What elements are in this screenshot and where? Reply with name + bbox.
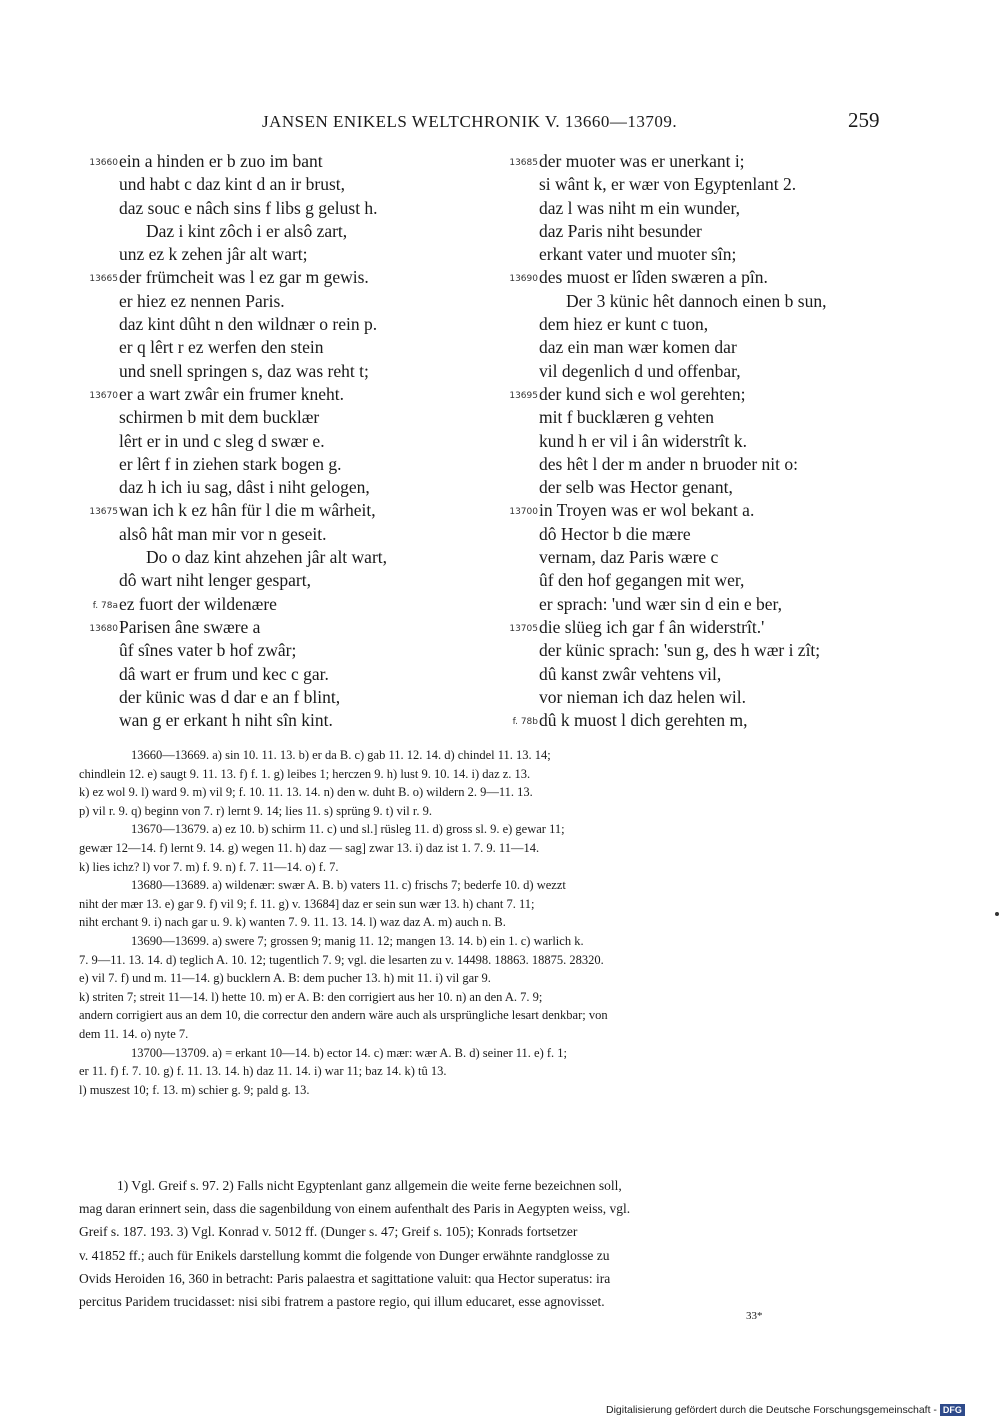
verse-line	[480, 430, 900, 453]
verse-column-right	[480, 150, 900, 732]
verse-line	[60, 336, 480, 359]
verse-line	[480, 173, 900, 196]
verse-text: unz ez k zehen jâr alt wart;	[119, 244, 308, 265]
verse-text: ein a hinden er b zuo im bant	[119, 151, 323, 171]
verse-line	[60, 243, 480, 266]
verse-text: daz ein man wær komen dar	[539, 337, 737, 358]
verse-number: 13680	[89, 623, 118, 634]
verse-text: daz kint dûht n den wildnær o rein p.	[119, 314, 378, 335]
verse-text: Parisen âne swære a	[119, 616, 261, 637]
verse-text: ûf den hof gegangen mit wer,	[539, 570, 745, 591]
apparatus-line: 13690—13699. a) swere 7; grossen 9; manig 11. 12; mangen 13. 14. b) ein 1. c) warlich k.	[131, 933, 584, 948]
apparatus-line: e) vil 7. f) und m. 11—14. g) bucklern A. B: dem pucher 13. h) mit 11. i) vil gar 9.	[79, 971, 491, 986]
verse-text: er lêrt f in ziehen stark bogen g.	[119, 453, 342, 474]
verse-line	[480, 593, 900, 616]
apparatus-line: 7. 9—11. 13. 14. d) teglich A. 10. 12; tugentlich 7. 9; vgl. die lesarten zu v. 14498. 18863. 18875. 28320.	[79, 952, 604, 967]
verse-line	[480, 476, 900, 499]
running-title: JANSEN ENIKELS WELTCHRONIK V. 13660—13709.	[262, 112, 678, 131]
verse-text: Der 3 künic hêt dannoch einen b sun,	[566, 290, 827, 311]
verse-line	[60, 499, 480, 522]
apparatus-line: k) lies ichz? l) vor 7. m) f. 9. n) f. 7. 11—14. o) f. 7.	[79, 859, 339, 874]
verse-text: kund h er vil i ân widerstrît k.	[539, 430, 748, 451]
verse-text: dû k muost l dich gerehten m,	[539, 710, 748, 731]
verse-text: vernam, daz Paris wære c	[539, 547, 719, 568]
verse-text: und snell springen s, daz was reht t;	[119, 360, 369, 381]
verse-text: die slüeg ich gar f ân widerstrît.'	[539, 616, 765, 637]
verse-text: wan ich k ez hân für l die m wârheit,	[119, 500, 376, 521]
verse-line	[60, 709, 480, 732]
printer-signature: 33*	[746, 1310, 763, 1322]
verse-text: Do o daz kint ahzehen jâr alt wart,	[146, 547, 388, 568]
verse-line	[60, 639, 480, 662]
verse-text: ûf sînes vater b hof zwâr;	[119, 640, 297, 661]
verse-text: in Troyen was er wol bekant a.	[539, 500, 755, 521]
verse-text: daz h ich iu sag, dâst i niht gelogen,	[119, 477, 370, 498]
verse-text: schirmen b mit dem bucklær	[119, 407, 320, 428]
verse-line	[480, 220, 900, 243]
apparatus-line: l) muszest 10; f. 13. m) schier g. 9; pald g. 13.	[79, 1082, 310, 1097]
verse-text: si wânt k, er wær von Egyptenlant 2.	[539, 174, 797, 195]
verse-text: alsô hât man mir vor n geseit.	[119, 523, 327, 544]
verse-line	[60, 453, 480, 476]
verse-number: f. 78a	[92, 600, 118, 611]
verse-line	[480, 686, 900, 709]
verse-line	[480, 406, 900, 429]
footnotes	[79, 1174, 876, 1313]
verse-line	[480, 569, 900, 592]
apparatus-line: p) vil r. 9. q) beginn von 7. r) lernt 9. 14; lies 11. s) sprüng 9. t) vil r. 9.	[79, 803, 432, 818]
verse-text: lêrt er in und c sleg d swær e.	[119, 430, 325, 451]
verse-line	[60, 476, 480, 499]
verse-line	[480, 266, 900, 289]
footnote-line: Greif s. 187. 193. 3) Vgl. Konrad v. 5012 ff. (Dunger s. 47; Greif s. 105); Konrads fortsetzer	[79, 1224, 578, 1240]
page-header	[0, 108, 1000, 140]
verse-text: der selb was Hector genant,	[539, 477, 733, 498]
verse-line	[480, 150, 900, 173]
verse-number: 13675	[89, 507, 118, 518]
verse-line	[60, 150, 480, 173]
verse-number: 13670	[89, 390, 118, 401]
apparatus-line: 13680—13689. a) wildenær: swær A. B. b) vaters 11. c) frischs 7; bederfe 10. d) wezzt	[131, 878, 566, 893]
apparatus-line: 13660—13669. a) sin 10. 11. 13. b) er da B. c) gab 11. 12. 14. d) chindel 11. 13. 14;	[131, 748, 551, 762]
apparatus-line: gewær 12—14. f) lernt 9. 14. g) wegen 11. h) daz — sag] zwar 13. i) daz ist 1. 7. 9. 11—14.	[79, 840, 540, 855]
verse-line	[60, 593, 480, 616]
verse-line	[480, 336, 900, 359]
apparatus-line: 13700—13709. a) = erkant 10—14. b) ector 14. c) mær: wær A. B. d) seiner 11. e) f. 1;	[131, 1045, 568, 1060]
verse-text: dû kanst zwâr vehtens vil,	[539, 663, 722, 684]
apparatus-line: andern corrigiert aus an dem 10, die correctur den andern wäre auch als ursprüngliche lesart denkbar; von	[79, 1008, 608, 1023]
verse-number: f. 78b	[512, 717, 538, 728]
verse-line	[480, 523, 900, 546]
verse-line	[480, 453, 900, 476]
verse-line	[60, 406, 480, 429]
verse-text: des hêt l der m ander n bruoder nit o:	[539, 453, 799, 474]
verse-line	[60, 173, 480, 196]
dfg-logo: DFG	[940, 1404, 965, 1416]
verse-text: erkant vater und muoter sîn;	[539, 244, 737, 265]
verse-text: er sprach: 'und wær sin d ein e ber,	[539, 593, 783, 614]
dfg-credit-text: Digitalisierung gefördert durch die Deutsche Forschungsgemeinschaft -	[606, 1404, 937, 1416]
verse-line	[60, 197, 480, 220]
verse-text: der frümcheit was l ez gar m gewis.	[119, 267, 369, 288]
verse-text: der kund sich e wol gerehten;	[539, 383, 746, 404]
apparatus-line: niht erchant 9. i) nach gar u. 9. k) wanten 7. 9. 11. 13. 14. l) waz daz A. m) auch n. B.	[79, 915, 506, 930]
verse-line	[480, 290, 900, 313]
page-number: 259	[848, 108, 880, 132]
verse-text: wan g er erkant h niht sîn kint.	[119, 710, 333, 731]
verse-text: er hiez ez nennen Paris.	[119, 290, 285, 311]
footnote-line: v. 41852 ff.; auch für Enikels darstellung kommt die folgende von Dunger erwähnte randglosse zu	[79, 1247, 610, 1263]
critical-apparatus	[79, 746, 876, 1099]
verse-line	[480, 383, 900, 406]
verse-line	[480, 709, 900, 732]
verse-text: dâ wart er frum und kec c gar.	[119, 663, 329, 684]
verse-line	[60, 430, 480, 453]
verse-column-left	[60, 150, 480, 732]
verse-line	[60, 290, 480, 313]
verse-text: ez fuort der wildenære	[119, 593, 277, 614]
verse-text: dem hiez er kunt c tuon,	[539, 314, 709, 335]
verse-number: 13695	[509, 390, 538, 401]
footnote-line: mag daran erinnert sein, dass die sagenbildung von einem aufenthalt des Paris in Aegypten weiss, vgl.	[79, 1201, 631, 1217]
verse-text: der muoter was er unerkant i;	[539, 151, 745, 171]
verse-text: Daz i kint zôch i er alsô zart,	[146, 220, 348, 241]
verse-line	[60, 663, 480, 686]
verse-line	[60, 616, 480, 639]
verse-line	[480, 197, 900, 220]
verse-line	[60, 686, 480, 709]
verse-text: dô Hector b die mære	[539, 523, 691, 544]
verse-line	[60, 266, 480, 289]
footnote-line: percitus Paridem trucidasset: nisi sibi fratrem a pastore regio, qui illum educaret, esse agnovisset.	[79, 1293, 605, 1309]
verse-text: er a wart zwâr ein frumer kneht.	[119, 383, 344, 404]
footnote-line: Ovids Heroiden 16, 360 in betracht: Paris palaestra et sagittatione valuit: qua Hector superatus: ira	[79, 1270, 611, 1286]
verse-text: vil degenlich d und offenbar,	[539, 360, 741, 381]
verse-line	[60, 523, 480, 546]
verse-line	[60, 546, 480, 569]
verse-text: der künic was d dar e an f blint,	[119, 686, 341, 707]
verse-text: der künic sprach: 'sun g, des h wær i zît;	[539, 640, 821, 661]
verse-line	[480, 616, 900, 639]
verse-line	[480, 360, 900, 383]
verse-text: daz l was niht m ein wunder,	[539, 197, 740, 218]
verse-line	[60, 360, 480, 383]
apparatus-line: k) ez wol 9. l) ward 9. m) vil 9; f. 10. 11. 13. 14. n) den w. duht B. o) wildern 2. 9—11. 13.	[79, 785, 533, 800]
verse-line	[60, 569, 480, 592]
footnote-line: 1) Vgl. Greif s. 97. 2) Falls nicht Egyptenlant ganz allgemein die weite ferne bezeichnen soll,	[117, 1178, 622, 1193]
margin-dot	[995, 912, 999, 916]
verse-line	[480, 663, 900, 686]
verse-line	[480, 546, 900, 569]
apparatus-line: 13670—13679. a) ez 10. b) schirm 11. c) und sl.] rüsleg 11. d) gross sl. 9. e) gewar 11;	[131, 822, 565, 837]
verse-number: 13705	[509, 623, 538, 634]
verse-number: 13700	[509, 507, 538, 518]
verse-text: des muost er lîden swæren a pîn.	[539, 267, 768, 288]
verse-text: daz Paris niht besunder	[539, 220, 702, 241]
verse-text: er q lêrt r ez werfen den stein	[119, 337, 324, 358]
verse-number: 13660	[89, 158, 118, 168]
apparatus-line: dem 11. 14. o) nyte 7.	[79, 1026, 189, 1041]
apparatus-line: er 11. f) f. 7. 10. g) f. 11. 13. 14. h) daz 11. 14. i) war 11; baz 14. k) tû 13.	[79, 1064, 447, 1079]
verse-text: mit f bucklæren g vehten	[539, 407, 714, 428]
verse-line	[480, 499, 900, 522]
dfg-credit	[606, 1404, 965, 1416]
verse-line	[480, 313, 900, 336]
apparatus-line: chindlein 12. e) saugt 9. 11. 13. f) f. 1. g) leibes 1; herczen 9. h) lust 9. 10. 14. i) daz z. 13.	[79, 766, 531, 781]
verse-line	[480, 243, 900, 266]
verse-line	[60, 383, 480, 406]
verse-number: 13690	[509, 274, 538, 285]
verse-line	[60, 220, 480, 243]
verse-text: vor nieman ich daz helen wil.	[539, 686, 747, 707]
verse-text: dô wart niht lenger gespart,	[119, 570, 311, 591]
verse-number: 13685	[509, 158, 538, 168]
apparatus-line: k) striten 7; streit 11—14. l) hette 10. m) er A. B: den corrigiert aus her 10. n) an den A. 7. 9;	[79, 989, 543, 1004]
verse-number: 13665	[89, 274, 118, 285]
verse-text: und habt c daz kint d an ir brust,	[119, 174, 345, 195]
verse-line	[480, 639, 900, 662]
verse-line	[60, 313, 480, 336]
apparatus-line: niht der mær 13. e) gar 9. f) vil 9; f. 11. g) v. 13684] daz er sein sun wær 13. h) chant 7. 11;	[79, 896, 535, 911]
verse-text: daz souc e nâch sins f libs g gelust h.	[119, 197, 378, 218]
